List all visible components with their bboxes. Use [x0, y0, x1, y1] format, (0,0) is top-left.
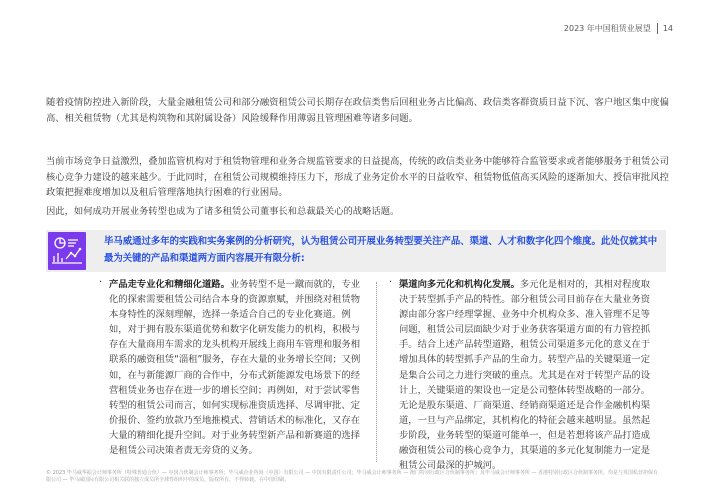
bullet-product: ·: [99, 277, 103, 288]
column-divider: [376, 282, 377, 462]
copyright-footer: © 2023 毕马威华振会计师事务所（特殊普通合伙）— 中国合伙制会计师事务所；毕马威企业咨询（中国）有限公司 — 中国有限责任公司；毕马威会计师事务所 — 澳门特别行政区合伙制事务所；及毕马威会计师事务所 — 香港特别行政区合伙制事务所，均是与英国私营担保有限公司 — 毕马威国际有限公司相关联的独立成员所全球性组织中的成员。版权所有，不得转载。在中国印刷。: [46, 470, 659, 483]
key-insight-callout: [46, 230, 666, 272]
bullet-channel: ·: [389, 277, 393, 288]
analysis-chart-icon: [48, 232, 86, 270]
header-separator: [657, 23, 658, 34]
callout-text: 毕马威通过多年的实践和实务案例的分析研究，认为租赁公司开展业务转型要关注产品、渠道、人才和数字化四个维度。此处仅就其中最为关键的产品和渠道两方面内容展开有限分析:: [104, 236, 658, 264]
product-heading: 产品走专业化和精细化道路。: [109, 279, 230, 290]
intro-paragraph-2: 当前市场竞争日益激烈，叠加监管机构对于租赁物管理和业务合规监管要求的日益提高，传统的政信类业务中能够符合监管要求或者能够服务于租赁公司核心竞争力建设的越来越少。于此同时，在租赁公司规模维持压力下，形成了业务定价水平的日益收窄、租赁物低值高买风险的逐渐加大、授信审批风控政策把握难度增加以及租后管理落地执行困难的行业困局。: [46, 156, 669, 198]
channel-body: 多元化是相对的，其相对程度取决于转型抓手产品的特性。部分租赁公司目前存在大量业务资源由部分客户经理掌握、业务中介机构众多、准入管理不足等问题，租赁公司层面缺少对于业务获客渠道方面的有力管控抓手。结合上述产品转型道路，租赁公司渠道多元化的意义在于增加具体的转型抓手产品的生命力。转型产品的关键渠道一定是集合公司之力进行突破的重点。尤其是在对于转型产品的设计上，关键渠道的架设也一定是公司整体转型战略的一部分。无论是股东渠道、厂商渠道、经销商渠道还是合作金融机构渠道，一旦与产品绑定，其机构化的特征会越来越明显。虽然起步阶段，业务转型的渠道可能单一，但是若想将该产品打造成融资租赁公司的核心竞争力，其渠道的多元化复制能力一定是租赁公司最深的护城河。: [399, 279, 651, 472]
intro-paragraph-1: 随着疫情防控进入新阶段，大量金融租赁公司和部分融资租赁公司长期存在政信类售后回租业务占比偏高、政信类客群资质日益下沉、客户地区集中度偏高、相关租赁物（尤其是构筑物和其附属设备）风险缓释作用薄弱且管理困难等诸多问题。: [46, 97, 669, 124]
product-body: 业务转型不是一蹴而就的，专业化的探索需要租赁公司结合本身的资源禀赋，并围绕对租赁物本身特性的深刻理解，选择一条适合自己的专业化赛道。例如，对于拥有股东渠道优势和数字化研发能力的机构，积极与存在大量商用车需求的龙头机构开展线上商用车管理和服务相联系的融资租赁“淄租”服务，存在大量的业务增长空间；又例如，在与新能源厂商的合作中，分布式新能源发电场景下的经营租赁业务也存在进一步的增长空间；再例如，对于尝试零售转型的租赁公司而言，如何实现标准资质选择、尽调审批、定价报价、签约放款乃至地推模式、营销话术的标准化，又存在大量的精细化提升空间。对于业务转型新产品和新赛道的选择是租赁公司决策者责无旁贷的义务。: [109, 279, 361, 457]
intro-paragraph-3: 因此，如何成功开展业务转型也成为了诸多租赁公司董事长和总裁最关心的战略话题。: [46, 206, 400, 217]
page-number: 14: [662, 24, 673, 33]
channel-heading: 渠道向多元化和机构化发展。: [399, 279, 520, 290]
report-title: 2023 年中国租赁业展望: [563, 24, 651, 33]
page-header: [564, 23, 673, 34]
product-column: [109, 277, 369, 458]
channel-column: [399, 277, 659, 473]
